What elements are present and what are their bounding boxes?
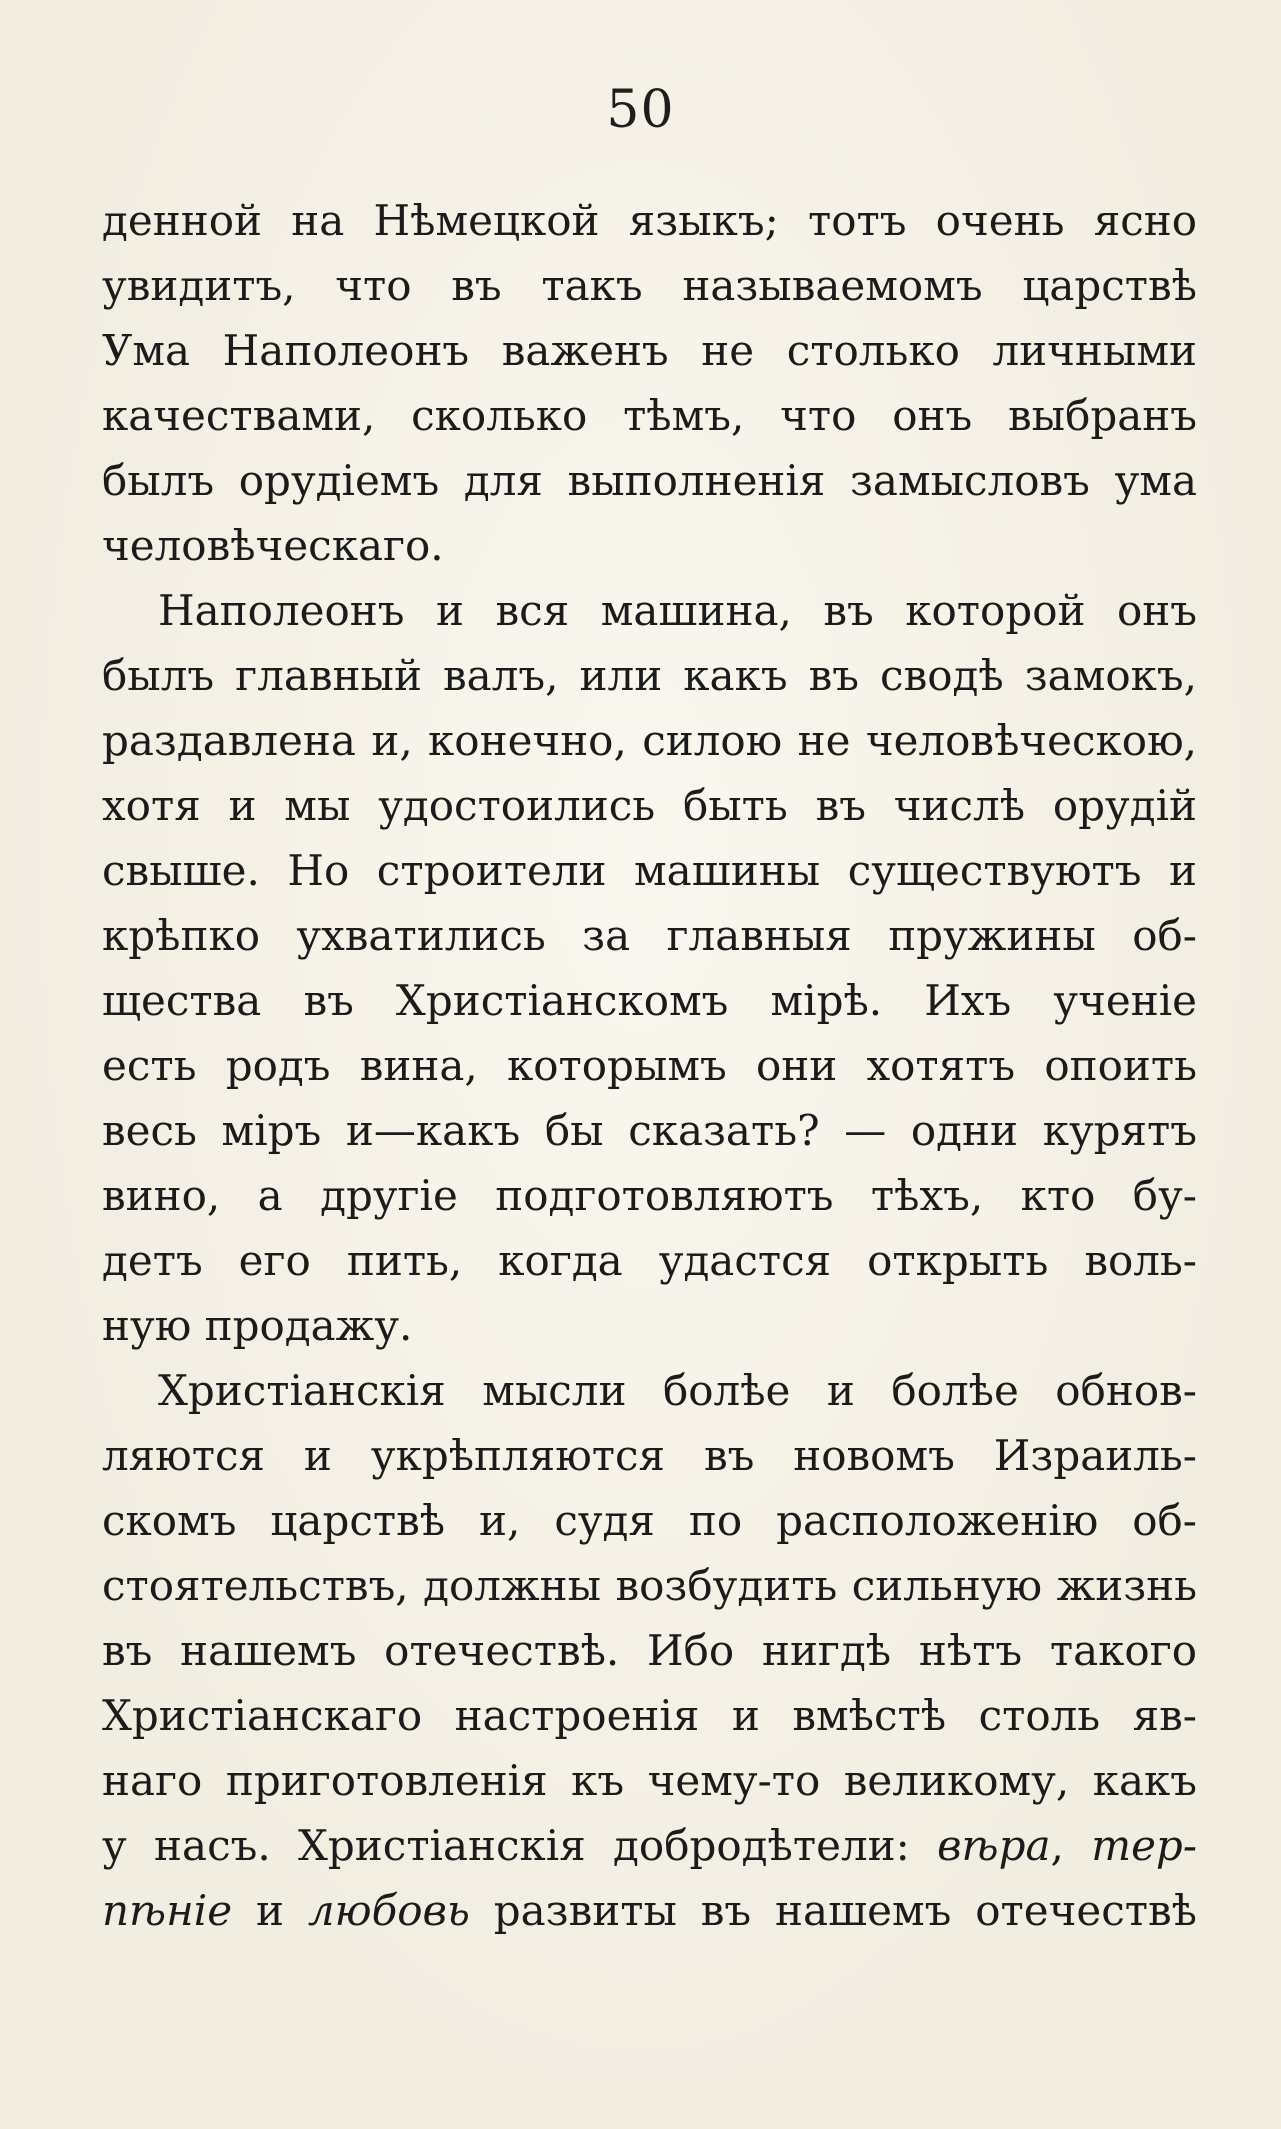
text-line: стоятельствъ, должны возбудить сильную жизнь <box>102 1561 1197 1610</box>
paragraph-3 <box>102 1358 1197 1943</box>
line-segment: у насъ. Христіанскія добродѣтели: <box>102 1821 938 1870</box>
text-line: денной на Нѣмецкой языкъ; тотъ очень ясно <box>102 196 1197 245</box>
body-text <box>102 188 1197 1943</box>
italic-word: тер- <box>1091 1821 1197 1870</box>
paragraph-1 <box>102 188 1197 578</box>
text-line: есть родъ вина, которымъ они хотятъ опоить <box>102 1041 1197 1090</box>
text-line: увидитъ, что въ такъ называемомъ царствѣ <box>102 261 1197 310</box>
text-line: Христіанскаго настроенія и вмѣстѣ столь яв- <box>102 1691 1197 1740</box>
text-line: былъ орудіемъ для выполненія замысловъ ума <box>102 456 1197 505</box>
text-line-mixed <box>102 1813 1197 1878</box>
text-line: весь міръ и—какъ бы сказать? — одни курятъ <box>102 1106 1197 1155</box>
text-line: раздавлена и, конечно, силою не человѣческою, <box>102 716 1197 765</box>
text-line: наго приготовленія къ чему-то великому, какъ <box>102 1756 1197 1805</box>
text-line: человѣческаго. <box>102 521 444 570</box>
text-line: Ума Наполеонъ важенъ не столько личными <box>102 326 1197 375</box>
line-segment: развиты въ нашемъ отечествѣ <box>469 1886 1197 1935</box>
text-line: Наполеонъ и вся машина, въ которой онъ <box>158 586 1197 635</box>
text-line: крѣпко ухватились за главныя пружины об- <box>102 911 1197 960</box>
text-line: свыше. Но строители машины существуютъ и <box>102 846 1197 895</box>
text-line: ляются и укрѣпляются въ новомъ Израиль- <box>102 1431 1197 1480</box>
page-number: 50 <box>606 80 675 140</box>
text-line: въ нашемъ отечествѣ. Ибо нигдѣ нѣтъ такого <box>102 1626 1197 1675</box>
text-line: вино, а другіе подготовляютъ тѣхъ, кто бу- <box>102 1171 1197 1220</box>
text-line: Христіанскія мысли болѣе и болѣе обнов- <box>158 1366 1197 1415</box>
text-line: былъ главный валъ, или какъ въ сводѣ замокъ, <box>102 651 1197 700</box>
text-line: хотя и мы удостоились быть въ числѣ орудій <box>102 781 1197 830</box>
text-line: ную продажу. <box>102 1301 413 1350</box>
line-segment: , <box>1050 1821 1092 1870</box>
text-line: скомъ царствѣ и, судя по расположенію об- <box>102 1496 1197 1545</box>
line-segment: и <box>232 1886 308 1935</box>
text-line: детъ его пить, когда удастся открыть воль- <box>102 1236 1197 1285</box>
italic-word: вѣра <box>937 1821 1051 1870</box>
italic-word: любовь <box>307 1886 470 1935</box>
text-line-mixed <box>102 1878 1197 1943</box>
paragraph-2 <box>102 578 1197 1358</box>
text-line: качествами, сколько тѣмъ, что онъ выбранъ <box>102 391 1197 440</box>
italic-word: пѣніе <box>102 1886 233 1935</box>
text-line: щества въ Христіанскомъ мірѣ. Ихъ ученіе <box>102 976 1197 1025</box>
